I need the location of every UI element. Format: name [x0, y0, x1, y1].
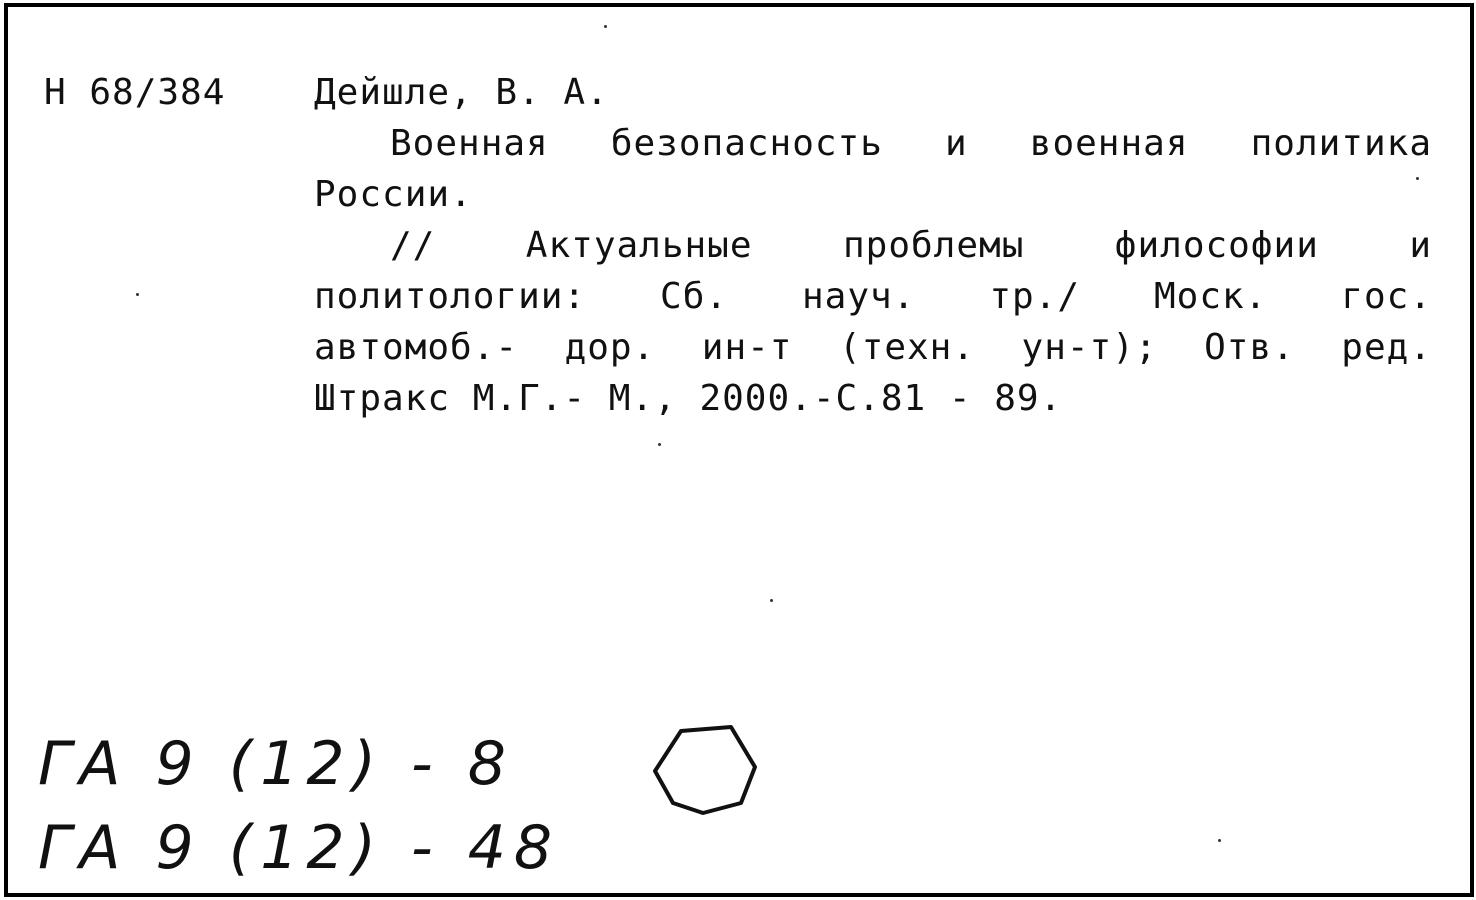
octagon-stamp	[651, 723, 763, 821]
source-line: автомоб.- дор. ин-т (техн. ун-т); Отв. ред.	[314, 327, 1432, 368]
speck	[136, 293, 139, 296]
source-line: политологии: Сб. науч. тр./ Моск. гос.	[314, 276, 1432, 317]
source-line: // Актуальные проблемы философии и	[390, 225, 1432, 266]
author: Дейшле, В. А.	[314, 72, 609, 113]
title-line: Военная безопасность и военная политика	[390, 123, 1432, 164]
call-number: Н 68/384	[44, 72, 226, 113]
source-line: Штракс М.Г.- М., 2000.-С.81 - 89.	[314, 378, 1063, 419]
bibliographic-entry	[314, 71, 1432, 428]
speck	[658, 443, 661, 446]
handwritten-shelf-mark: ГА 9 (12) - 48	[38, 813, 561, 883]
speck	[770, 599, 773, 602]
catalog-card	[4, 3, 1474, 897]
speck	[1416, 177, 1419, 180]
speck	[1218, 839, 1221, 842]
handwritten-shelf-mark: ГА 9 (12) - 8	[38, 729, 514, 799]
title-line: России.	[314, 174, 473, 215]
speck	[604, 25, 607, 28]
